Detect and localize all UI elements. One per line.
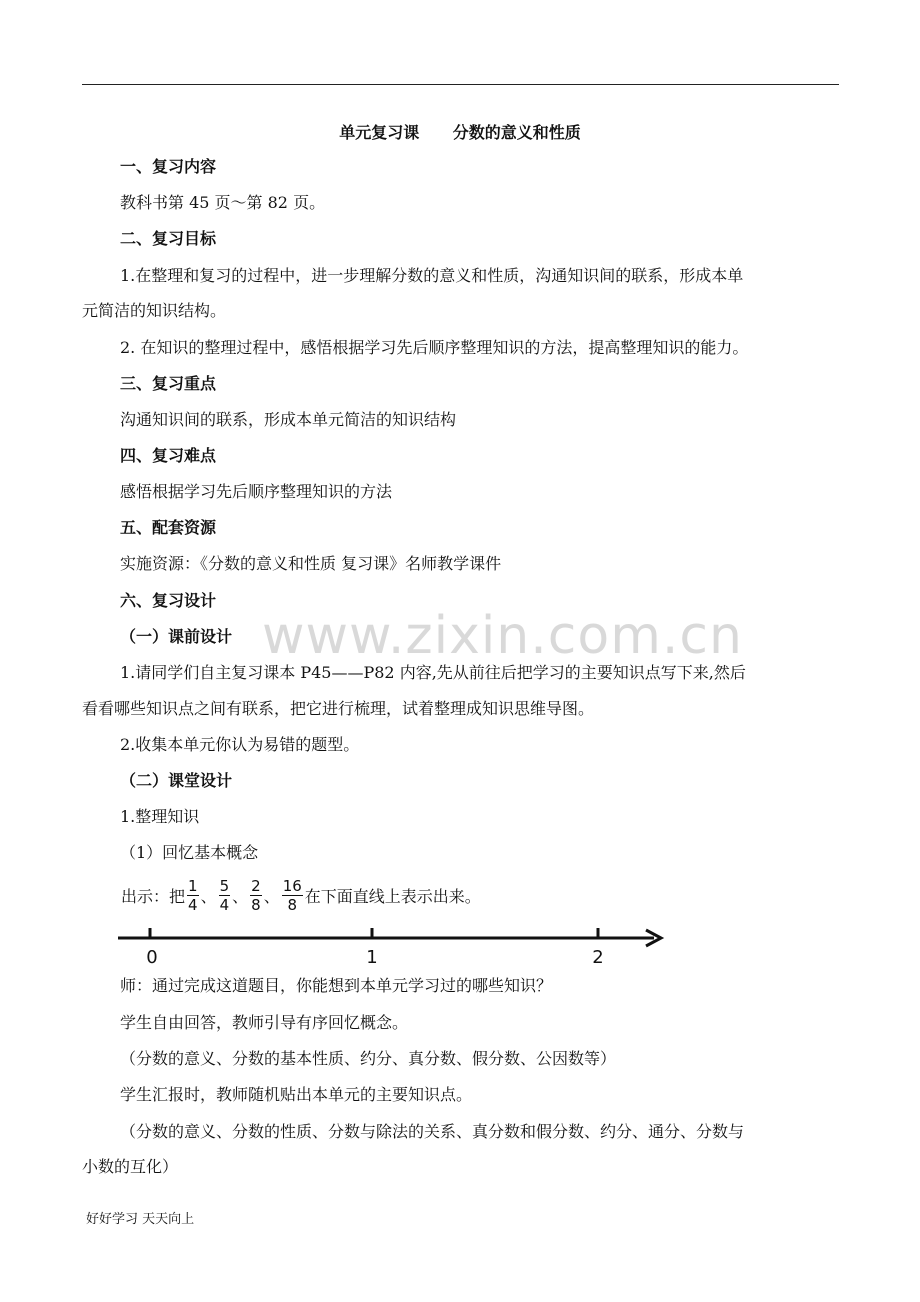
fraction-denominator: 8 — [251, 895, 261, 914]
watermark: www.zixin.com.cn — [262, 606, 743, 666]
title-topic: 分数的意义和性质 — [452, 123, 581, 142]
section-heading-difficulty: 四、复习难点 — [120, 446, 217, 465]
page-footer: 好好学习 天天向上 — [86, 1212, 195, 1227]
fraction-numerator: 5 — [219, 876, 230, 895]
fraction-numerator: 1 — [188, 876, 198, 895]
tick-label-2: 2 — [592, 947, 604, 968]
section-body-difficulty: 感悟根据学习先后顺序整理知识的方法 — [120, 482, 393, 501]
concepts-list-2-line-1: （分数的意义、分数的性质、分数与除法的关系、真分数和假分数、约分、通分、分数与 — [120, 1122, 745, 1141]
prompt-suffix: 在下面直线上表示出来。 — [304, 886, 481, 906]
goal-1-line-1: 1.在整理和复习的过程中，进一步理解分数的意义和性质，沟通知识间的联系，形成本单 — [120, 266, 744, 285]
pre-class-item-2: 2.收集本单元你认为易错的题型。 — [120, 735, 360, 754]
student-response: 学生自由回答，教师引导有序回忆概念。 — [120, 1013, 409, 1032]
fraction-4 — [282, 877, 303, 914]
subsection-heading-pre-class: （一）课前设计 — [120, 627, 233, 646]
goal-2: 2. 在知识的整理过程中，感悟根据学习先后顺序整理知识的方法，提高整理知识的能力。 — [120, 338, 749, 357]
in-class-sub-step-1: （1）回忆基本概念 — [120, 843, 259, 862]
fraction-prompt — [121, 870, 481, 920]
fraction-denominator: 4 — [219, 895, 230, 914]
section-heading-content: 一、复习内容 — [120, 157, 217, 176]
section-heading-focus: 三、复习重点 — [120, 374, 217, 393]
fraction-denominator: 8 — [287, 895, 298, 914]
teacher-report: 学生汇报时，教师随机贴出本单元的主要知识点。 — [120, 1085, 473, 1104]
tick-label-0: 0 — [146, 947, 158, 968]
prompt-prefix: 出示：把 — [121, 886, 186, 906]
section-body-content: 教科书第 45 页～第 82 页。 — [120, 193, 326, 212]
goal-1-line-2: 元简洁的知识结构。 — [82, 301, 227, 320]
fraction-2 — [219, 877, 231, 914]
pre-class-item-1-line-1: 1.请同学们自主复习课本 P45——P82 内容,先从前往后把学习的主要知识点写下来,然后 — [120, 663, 746, 682]
concepts-list-2-line-2: 小数的互化） — [82, 1157, 179, 1176]
section-body-focus: 沟通知识间的联系，形成本单元简洁的知识结构 — [120, 410, 457, 429]
in-class-step-1: 1.整理知识 — [120, 807, 200, 826]
section-body-resources: 实施资源：《分数的意义和性质 复习课》名师教学课件 — [120, 554, 502, 573]
title-lesson-type: 单元复习课 — [339, 123, 420, 142]
separator: 、 — [200, 886, 217, 906]
teacher-question: 师：通过完成这道题目，你能想到本单元学习过的哪些知识？ — [120, 976, 553, 995]
subsection-heading-in-class: （二）课堂设计 — [120, 771, 233, 790]
pre-class-item-1-line-2: 看看哪些知识点之间有联系，把它进行梳理，试着整理成知识思维导图。 — [82, 699, 595, 718]
page-title — [0, 120, 920, 143]
section-heading-goals: 二、复习目标 — [120, 229, 217, 248]
fraction-numerator: 2 — [251, 876, 261, 895]
fraction-denominator: 4 — [188, 895, 198, 914]
section-heading-design: 六、复习设计 — [120, 591, 217, 610]
section-heading-resources: 五、配套资源 — [120, 518, 217, 537]
separator: 、 — [232, 886, 249, 906]
header-rule — [82, 84, 839, 85]
concepts-list-1: （分数的意义、分数的基本性质、约分、真分数、假分数、公因数等） — [120, 1049, 617, 1068]
number-line — [116, 920, 668, 968]
fraction-3 — [250, 877, 262, 914]
fraction-1 — [187, 877, 199, 914]
fraction-numerator: 16 — [282, 876, 302, 895]
separator: 、 — [263, 886, 280, 906]
tick-label-1: 1 — [366, 947, 378, 968]
